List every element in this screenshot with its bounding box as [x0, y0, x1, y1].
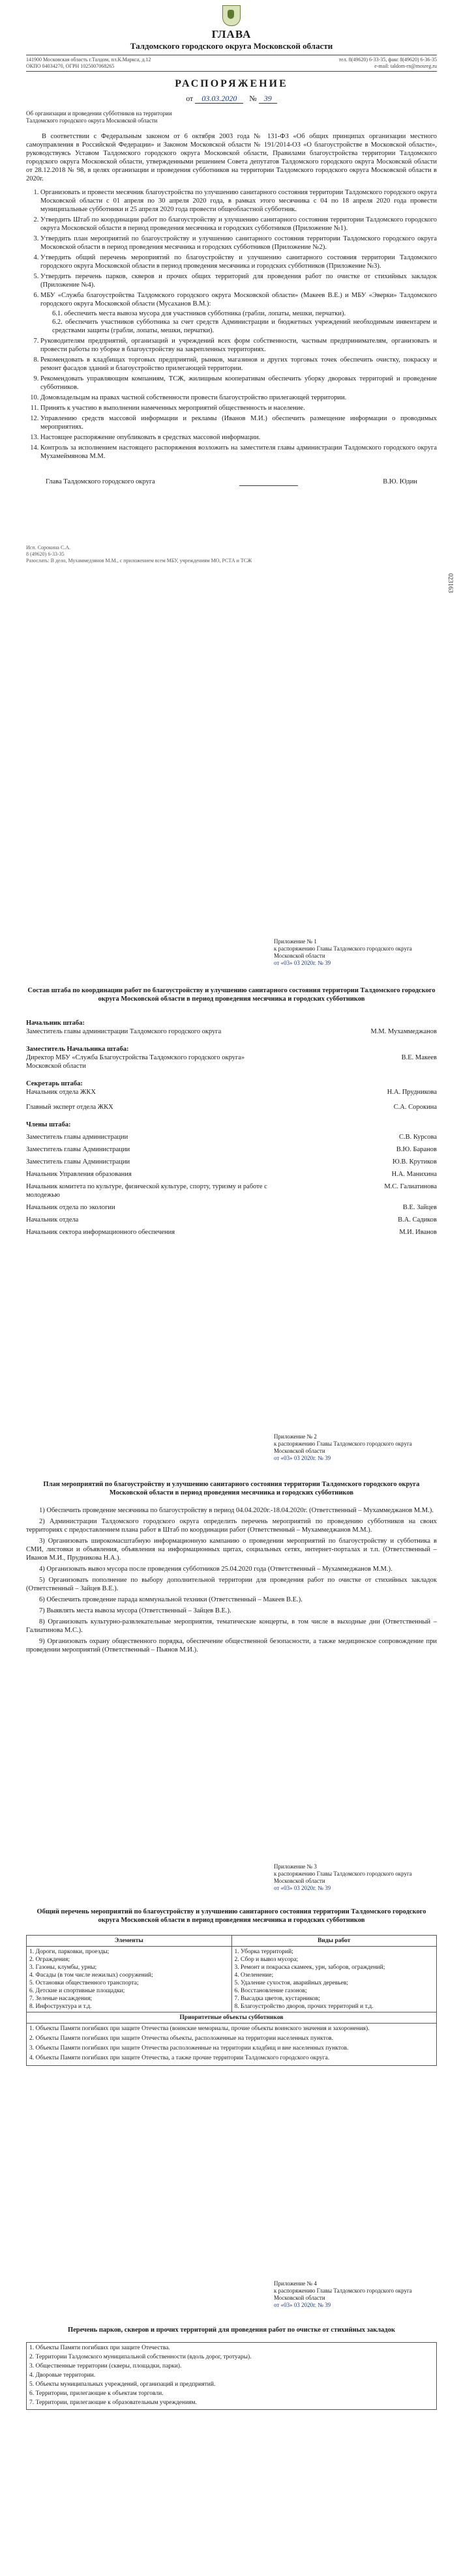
number-label: № [249, 94, 257, 103]
appendix-1 [26, 938, 437, 1237]
priority-cell [27, 2024, 437, 2066]
work-item: 6. Восстановление газонов; [234, 1988, 307, 1994]
member-name: В.Ю. Баранов [396, 1146, 437, 1153]
side-stamp: 023163 [447, 573, 454, 593]
list-item: 3. Утвердить план мероприятий по благоустройству и улучшению санитарного состояния территории Талдомского городского округа Московской области в период проведения месячника и городских субботников (Приложение №2). [40, 235, 437, 251]
okpo: ОКПО 04034270, ОГРН 1025007068265 [26, 63, 115, 69]
territory-item: 3. Общественные территории (скверы, площадки, парки). [29, 2363, 182, 2369]
territory-item: 2. Территории Талдомского муниципальной собственности (вдоль дорог, тротуары). [29, 2354, 252, 2360]
appendix-title: Общий перечень мероприятий по благоустройству и улучшению санитарного состояния территории Талдомского городского округа Московской области в период проведения месячника и городских субботников [37, 1908, 426, 1924]
appendix-label: Приложение № 3 [274, 1863, 317, 1870]
appendix-header [274, 1863, 437, 1892]
list-item: 14. Контроль за исполнением настоящего распоряжения возложить на заместителя главы администрации Талдомского городского округа Мухамеймянова М.М. [40, 444, 437, 461]
appendix-to-decree: к распоряжению Главы Талдомского городского округа Московской области [274, 945, 412, 959]
list-item: 11. Принять к участию в выполнении намеченных мероприятий общественность и население. [40, 404, 437, 412]
appendix-to-decree: к распоряжению Главы Талдомского городского округа Московской области [274, 1870, 412, 1884]
member-row [26, 1170, 437, 1179]
chief-label: Начальник штаба: [26, 1020, 85, 1027]
deputy-name: В.Е. Макеев [401, 1054, 437, 1061]
list-item: 2) Администрации Талдомского городского округа определить перечень мероприятий по проведению субботников на своих территориях с предоставлением плана работ в Штаб по координации работ (Ответственный – Мухаммеджанов М.М.). [26, 1518, 437, 1534]
sub-item: 6.1. обеспечить места вывоза мусора для участников субботника (грабли, лопаты, мешки, перчатки). [52, 310, 346, 317]
appendix-date: от «03» 03 2020г. № 39 [274, 1455, 331, 1461]
list-item: 13. Настоящее распоряжение опубликовать в средствах массовой информации. [40, 433, 437, 442]
list-item: 10. Домовладельцам на правах частной собственности провести благоустройство прилегающей территории. [40, 394, 437, 402]
footer-note [26, 545, 437, 564]
appendix-header [274, 938, 437, 967]
territories-cell [27, 2343, 437, 2410]
member-name: Н.А. Манихина [391, 1171, 437, 1178]
element-item: 5. Остановки общественного транспорта; [29, 1980, 139, 1986]
appendix-label: Приложение № 4 [274, 2280, 317, 2287]
decree-date: 03.03.2020 [195, 94, 243, 104]
work-item: 1. Уборка территорий; [234, 1949, 293, 1955]
element-item: 3. Газоны, клумбы, урны; [29, 1964, 97, 1971]
priority-item: 3. Объекты Памяти погибших при защите Отечества расположенные на территории кладбищ и вне населенных пунктов. [29, 2045, 349, 2052]
element-item: 4. Фасады (в том числе нежилых) сооружений; [29, 1972, 153, 1979]
members-label: Члены штаба: [26, 1121, 71, 1128]
contacts: тел. 8(49620) 6-33-35, факс 8(49620) 6-36-35 [338, 57, 437, 63]
member-name: Ю.В. Крутиков [392, 1158, 437, 1166]
address: 141900 Московская область г.Талдом, пл.К.Маркса, д.12 [26, 57, 151, 63]
appendix-header [274, 2280, 437, 2309]
deputy-role: Директор МБУ «Служба Благоустройства Талдомского городского округа» Московской области [26, 1054, 245, 1070]
member-role: Начальник сектора информационного обеспечения [26, 1229, 175, 1236]
signature-name: В.Ю. Юдин [383, 478, 417, 485]
from-label: от [186, 94, 194, 103]
works-table [26, 1935, 437, 2066]
member-role: Заместитель главы Администрации [26, 1158, 130, 1166]
appendix-title: План мероприятий по благоустройству и улучшению санитарного состояния территории Талдомского городского округа Московской области в период проведения месячника и городских субботников [43, 1481, 420, 1496]
work-item: 2. Сбор и вывоз мусора; [234, 1956, 299, 1963]
expert-role: Главный эксперт отдела ЖКХ [26, 1104, 113, 1111]
priority-item: 4. Объекты Памяти погибших при защите Отечества, а также прочие территории Талдомского городского округа. [29, 2055, 330, 2061]
elements-cell [27, 1947, 232, 2012]
signature-role: Глава Талдомского городского округа [46, 478, 155, 485]
preamble: В соответствии с Федеральным законом от 6 октября 2003 года № 131-ФЗ «Об общих принципах организации местного самоуправления в Российской Федерации» и Законом Московской области № 191/2014-ОЗ «О благоустройстве в Московской области», руководствуясь Уставом Талдомского городского округа Московской области, Правилами благоустройства территории Талдомского городского округа Московской области, утвержденными решением Совета депутатов Талдомского городского округа Московской области от 28.12.2018 № 98, в целях организации и проведения субботников на территории Талдомского городского округа Московской области в 2020г. [26, 133, 437, 182]
appendix-4 [26, 2280, 437, 2410]
secretary-name: Н.А. Прудникова [387, 1089, 437, 1096]
member-row [26, 1158, 437, 1166]
work-item: 5. Удаление сухостоя, аварийных деревьев; [234, 1980, 348, 1986]
plan-list [26, 1506, 437, 1654]
decree-title: РАСПОРЯЖЕНИЕ [175, 78, 288, 89]
works-cell [231, 1947, 437, 2012]
list-item: 3) Организовать широкомасштабную информационную кампанию о проведении мероприятий по благоустройству и субботника в СМИ, листовки и объявления, объявления на информационных щитах, социальных сетях, интернет-порталах и т.п. (Ответственный – Иванов М.И., Прудникова Н.А.). [26, 1538, 437, 1562]
priority-item: 1. Объекты Памяти погибших при защите Отечества (воинские мемориалы, прочие объекты воинского значения и захоронения). [29, 2025, 370, 2032]
decree-number: 39 [259, 94, 277, 104]
list-item: 5) Организовать пополнение по выбору дополнительной территории для проведения работ по очистке от стихийных закладок (Ответственный – Зайцев В.Е.). [26, 1577, 437, 1592]
member-role: Начальник отдела по экологии [26, 1204, 115, 1211]
member-row [26, 1216, 437, 1224]
territory-item: 7. Территории, прилегающие к образовательным учреждениям. [29, 2399, 197, 2406]
decree-subject: Об организации и проведении субботников на территории Талдомского городского округа Московской области [26, 110, 172, 124]
decree-date-line [26, 94, 437, 104]
list-item: 9) Организовать охрану общественного порядка, обеспечение общественной безопасности, а также медицинское сопровождение при проведении мероприятий (Ответственный – Пьянов М.И.). [26, 1638, 437, 1653]
appendix-to-decree: к распоряжению Главы Талдомского городского округа Московской области [274, 1440, 412, 1454]
list-item: 8) Организовать культурно-развлекательные мероприятия, тематические концерты, в том числе в выходные дни (Ответственный – Галиатинова М.С.). [26, 1618, 437, 1634]
member-role: Начальник отдела [26, 1216, 79, 1224]
secretary-label: Секретарь штаба: [26, 1080, 83, 1087]
list-item: 2. Утвердить Штаб по координации работ по благоустройству и улучшению санитарного состояния территории Талдомского городского округа Московской области в период проведения месячника и городских субботников (Приложение №1). [40, 216, 437, 233]
letterhead-subtitle: Талдомского городского округа Московской области [130, 41, 333, 51]
chief-role: Заместитель главы администрации Талдомского городского округа [26, 1028, 222, 1035]
member-name: В.А. Садиков [398, 1216, 437, 1224]
member-row [26, 1203, 437, 1212]
priority-title: Приоритетные объекты субботников [27, 2012, 437, 2024]
letterhead-title: ГЛАВА [211, 28, 252, 40]
element-item: 6. Детские и спортивные площадки; [29, 1988, 125, 1994]
member-row [26, 1133, 437, 1141]
deputy-label: Заместитель Начальника штаба: [26, 1046, 129, 1053]
main-items-list [26, 188, 437, 461]
priority-item: 2. Объекты Памяти погибших при защите Отечества объекты, расположенные на территории населенных пунктов. [29, 2035, 334, 2042]
table-header: Элементы [27, 1936, 232, 1947]
territory-item: 4. Дворовые территории. [29, 2372, 96, 2379]
element-item: 7. Зеленые насаждения; [29, 1996, 93, 2002]
appendix-date: от «03» 03 2020г. № 39 [274, 960, 331, 966]
letterhead [26, 5, 437, 564]
appendix-2 [26, 1433, 437, 1657]
list-item: 9. Рекомендовать управляющим компаниям, ТСЖ, жилищным кооперативам обеспечить уборку дворовых территорий и проведение субботников. [40, 375, 437, 392]
member-name: М.С. Галиатинова [384, 1183, 437, 1190]
element-item: 2. Ограждения; [29, 1956, 70, 1963]
work-item: 3. Ремонт и покраска скамеек, урн, заборов, ограждений; [234, 1964, 385, 1971]
secretary-role: Начальник отдела ЖКХ [26, 1089, 96, 1096]
list-item: 7) Выявлять места вывоза мусора (Ответственный – Зайцев В.Е.). [39, 1607, 231, 1614]
member-role: Заместитель главы Администрации [26, 1146, 130, 1153]
list-item: 4) Организовать вывоз мусора после проведения субботников 25.04.2020 года (Ответственный – Мухаммеджанов М.М.). [39, 1566, 392, 1573]
list-item: 12. Управлению средств массовой информации и рекламы (Иванов М.И.) обеспечить размещение информации о проводимых мероприятиях. [40, 414, 437, 431]
sub-items [40, 309, 437, 335]
list-item: 7. Руководителям предприятий, организаций и учреждений всех форм собственности, частным предпринимателям, организовать и провести работы по уборке в благоустройству на закрепленных территориях. [40, 337, 437, 354]
appendix-3 [26, 1863, 437, 2066]
appendix-date: от «03» 03 2020г. № 39 [274, 2302, 331, 2308]
coat-of-arms-icon [222, 5, 241, 26]
member-role: Заместитель главы администрации [26, 1134, 128, 1141]
member-row [26, 1228, 437, 1237]
member-name: М.И. Иванов [399, 1229, 437, 1236]
member-row [26, 1182, 437, 1199]
sub-item: 6.2. обеспечить участников субботника за счет средств Администрации и бюджетных учреждений необходимым инвентарем и средствами защиты (грабли, лопаты, мешки, перчатки). [52, 319, 437, 334]
member-role: Начальник комитета по культуре, физической культуре, спорту, туризму и работе с молодежью [26, 1183, 267, 1199]
member-row [26, 1145, 437, 1154]
expert-name: С.А. Сорокина [393, 1104, 437, 1111]
element-item: 8. Инфоструктура и т.д. [29, 2003, 92, 2010]
appendix-title: Перечень парков, скверов и прочих территорий для проведения работ по очистке от стихийных закладок [67, 2326, 396, 2334]
member-name: С.В. Курсова [399, 1134, 437, 1141]
email: e-mail: taldom-rn@mosreg.ru [374, 63, 437, 69]
list-item [40, 291, 437, 335]
list-item: 6) Обеспечить проведение парада коммунальной техники (Ответственный – Макеев В.Е.). [39, 1596, 303, 1603]
list-item: 1) Обеспечить проведение месячника по благоустройству в период 04.04.2020г.-18.04.2020г. (Ответственный – Мухаммеджанов М.М.). [39, 1507, 434, 1514]
territory-item: 6. Территории, прилегающие к объектам торговли. [29, 2390, 164, 2397]
list-item: 4. Утвердить общий перечень мероприятий по благоустройству и улучшению санитарного состояния территории Талдомского городского округа Московской области в период проведения месячника и городских субботников (Приложение №3). [40, 253, 437, 270]
territory-item: 1. Объекты Памяти погибших при защите Отечества. [29, 2345, 170, 2351]
table-header: Виды работ [231, 1936, 437, 1947]
member-name: В.Е. Зайцев [402, 1204, 437, 1211]
work-item: 4. Озеленение; [234, 1972, 274, 1979]
distribution-list: Разослать: В дело, Мухаммедзянов М.М., с приложением всем МБУ, учреждениям МО, РСТА и ТСЖ [26, 558, 252, 564]
members-list [26, 1133, 437, 1237]
list-item-text: МБУ «Служба благоустройства Талдомского городского округа Московской области» (Макеев В.Е.) и МБУ «Эверки» Талдомского городского округа Московской области (Мусаханов В.М.): [40, 292, 437, 308]
work-item: 7. Высадка цветов, кустарников; [234, 1996, 320, 2002]
executor: Исп. Сорокина С.А. [26, 545, 71, 551]
work-item: 8. Благоустройство дворов, прочих территорий и т.д. [234, 2003, 374, 2010]
handwritten-signature [239, 478, 298, 486]
chief-name: М.М. Мухаммеджанов [370, 1028, 437, 1035]
territories-table [26, 2342, 437, 2410]
appendix-label: Приложение № 1 [274, 938, 317, 945]
territory-item: 5. Объекты муниципальных учреждений, организаций и предприятий. [29, 2381, 216, 2388]
element-item: 1. Дороги, парковки, проезды; [29, 1949, 110, 1955]
list-item: 1. Организовать и провести месячник благоустройства по улучшению санитарного состояния территории Талдомского городского округа Московской области с 01 апреля по 30 апреля 2020 года, в рамках этого месячника с 04 по 18 апреля 2020 года провести муниципальные субботники и 25 апреля 2020 года провести общеобластной субботник. [40, 188, 437, 214]
appendix-header [274, 1433, 437, 1462]
list-item: 8. Рекомендовать в кладбищах торговых предприятий, рынков, магазинов и других торговых точек обеспечить очистку, покраску и ремонт фасадов зданий и благоустройство прилегающей территории. [40, 356, 437, 373]
executor-phone: 8 (49620) 6-33-35 [26, 551, 65, 557]
appendix-date: от «03» 03 2020г. № 39 [274, 1885, 331, 1891]
appendix-label: Приложение № 2 [274, 1433, 317, 1440]
appendix-title: Состав штаба по координации работ по благоустройству и улучшению санитарного состояния территории Талдомского городского округа Московской области в период проведения месячника и городских субботников [27, 987, 436, 1003]
member-role: Начальник Управления образования [26, 1171, 132, 1178]
signature-block [26, 478, 437, 486]
appendix-to-decree: к распоряжению Главы Талдомского городского округа Московской области [274, 2287, 412, 2301]
list-item: 5. Утвердить перечень парков, скверов и прочих общих территорий для проведения работ по очистке от стихийных закладок (Приложение №4). [40, 272, 437, 289]
